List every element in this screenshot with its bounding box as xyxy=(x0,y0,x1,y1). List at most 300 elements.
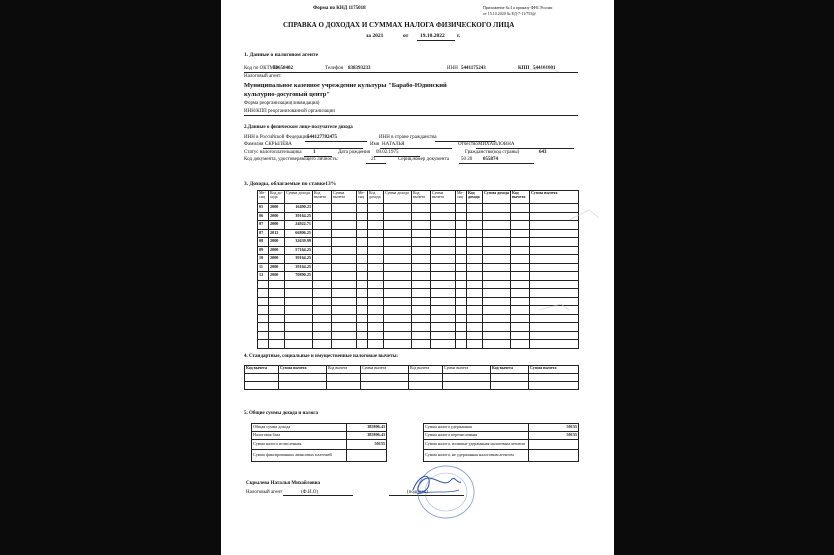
empty-cell xyxy=(412,280,431,289)
empty-cell xyxy=(313,297,332,306)
empty-cell xyxy=(431,323,456,332)
kpp-label: КПП xyxy=(518,66,530,71)
income-sum: 66806.25 xyxy=(285,229,313,238)
empty-cell xyxy=(456,229,467,238)
tax-calc-value: 50155 xyxy=(347,440,387,450)
empty-cell xyxy=(313,340,332,349)
empty-cell xyxy=(467,212,483,221)
fixed-payments-row xyxy=(252,450,387,462)
empty-cell xyxy=(456,314,467,323)
header-deduction-code: Код вычета xyxy=(313,191,332,204)
page-title: СПРАВКА О ДОХОДАХ И СУММАХ НАЛОГА ФИЗИЧЕСКОГО ЛИЦА xyxy=(283,21,515,29)
income-month: 06 xyxy=(258,212,269,221)
header-income-code: Код дохода xyxy=(467,191,483,204)
empty-cell xyxy=(357,340,368,349)
empty-cell xyxy=(431,238,456,247)
empty-cell xyxy=(285,297,313,306)
income-month: 11 xyxy=(258,263,269,272)
name-label: Имя xyxy=(370,142,380,147)
transferred-label: Сумма налога перечисленная xyxy=(424,432,529,440)
empty-cell xyxy=(313,263,332,272)
income-code: 2012 xyxy=(269,229,285,238)
empty-cell xyxy=(467,297,483,306)
tax-calc-row xyxy=(252,440,387,450)
transferred-row xyxy=(424,432,579,440)
income-code: 2000 xyxy=(269,263,285,272)
empty-cell xyxy=(412,297,431,306)
empty-cell xyxy=(456,289,467,298)
empty-cell xyxy=(332,246,357,255)
empty-cell xyxy=(456,297,467,306)
empty-cell xyxy=(467,280,483,289)
header-deduction-code: Код вычета xyxy=(245,366,279,374)
empty-cell xyxy=(431,297,456,306)
empty-cell xyxy=(431,212,456,221)
empty-cell xyxy=(412,340,431,349)
empty-cell xyxy=(412,229,431,238)
deduction-table-header xyxy=(245,366,579,374)
empty-cell xyxy=(332,212,357,221)
citizenship-label: Гражданство(код страны) xyxy=(465,150,520,155)
empty-cell xyxy=(467,340,483,349)
empty-cell xyxy=(313,221,332,230)
empty-cell xyxy=(412,272,431,281)
empty-cell xyxy=(269,289,285,298)
empty-cell xyxy=(456,323,467,332)
income-sum: 39164.25 xyxy=(285,255,313,264)
empty-cell xyxy=(431,340,456,349)
empty-cell xyxy=(467,263,483,272)
empty-cell xyxy=(368,212,384,221)
header-deduction-sum: Сумма вычета xyxy=(279,366,327,374)
empty-cell xyxy=(357,306,368,315)
section-5-title: 5. Общие суммы дохода и налога xyxy=(244,411,318,416)
total-income-value: 385806.43 xyxy=(347,424,387,432)
empty-cell xyxy=(285,306,313,315)
total-income-label: Общая сумма дохода xyxy=(252,424,347,432)
income-month: 08 xyxy=(258,238,269,247)
empty-cell xyxy=(384,212,412,221)
empty-cell xyxy=(456,340,467,349)
empty-cell xyxy=(431,229,456,238)
empty-cell xyxy=(313,306,332,315)
empty-cell xyxy=(412,212,431,221)
signer-role: Налоговый агент xyxy=(246,490,283,495)
empty-cell xyxy=(431,221,456,230)
empty-cell xyxy=(412,323,431,332)
income-sum: 57164.25 xyxy=(285,246,313,255)
header-deduction-code: Код вычета xyxy=(409,366,443,374)
empty-cell xyxy=(357,297,368,306)
header-deduction-sum: Сумма вычета xyxy=(332,191,357,204)
header-income-sum: Сумма дохода xyxy=(483,191,511,204)
not-withheld-label: Сумма налога, не удержанная налоговым агентом xyxy=(424,450,529,462)
birth-value: 09.02.1975 xyxy=(376,150,399,155)
empty-cell xyxy=(269,297,285,306)
income-code: 2000 xyxy=(269,204,285,213)
section-2-title: 2.Данные о физическом лице-получателе дохода xyxy=(244,125,353,130)
empty-cell xyxy=(431,331,456,340)
empty-cell xyxy=(384,204,412,213)
empty-cell xyxy=(357,314,368,323)
empty-cell xyxy=(368,229,384,238)
inn-rf-label: ИНН в Российской Федерации xyxy=(244,135,310,140)
status-value: 1 xyxy=(313,150,316,155)
empty-cell xyxy=(285,323,313,332)
agent-label: Налоговый агент: xyxy=(244,74,282,79)
withheld-value: 50155 xyxy=(529,424,579,432)
form-code: Форма по КНД 1175018 xyxy=(313,6,366,11)
empty-cell xyxy=(357,229,368,238)
empty-cell xyxy=(258,323,269,332)
header-month: Ме-сяц xyxy=(258,191,269,204)
signature-stamp-mark xyxy=(391,460,481,520)
empty-cell xyxy=(313,272,332,281)
birth-label: Дата рождения xyxy=(338,150,370,155)
empty-cell xyxy=(357,246,368,255)
empty-cell xyxy=(456,272,467,281)
empty-cell xyxy=(258,331,269,340)
empty-cell xyxy=(368,280,384,289)
empty-cell xyxy=(456,280,467,289)
signature-hint: (подпись) xyxy=(407,490,428,495)
empty-cell xyxy=(368,238,384,247)
tax-base-row xyxy=(252,432,387,440)
section-1-title: 1. Данные о налоговом агенте xyxy=(244,52,319,58)
kpp-value: 544101001 xyxy=(533,66,556,71)
empty-cell xyxy=(332,297,357,306)
excess-label: Сумма налога, излишне удержанная налоговым агентом xyxy=(424,440,529,450)
header-month: Ме-сяц xyxy=(456,191,467,204)
empty-cell xyxy=(467,306,483,315)
empty-cell xyxy=(368,314,384,323)
reorg-form-label: Форма реорганизации(ликвидация) xyxy=(244,101,320,106)
empty-cell xyxy=(368,340,384,349)
empty-cell xyxy=(269,323,285,332)
empty-cell xyxy=(332,272,357,281)
empty-cell xyxy=(456,263,467,272)
inn-label: ИНН xyxy=(447,66,458,71)
empty-cell xyxy=(412,246,431,255)
oktmo-value: 50658402 xyxy=(273,66,293,71)
empty-cell xyxy=(412,306,431,315)
empty-cell xyxy=(431,204,456,213)
empty-cell xyxy=(412,238,431,247)
empty-cell xyxy=(431,314,456,323)
income-month: 07 xyxy=(258,229,269,238)
empty-cell xyxy=(368,255,384,264)
income-month: 09 xyxy=(258,246,269,255)
empty-cell xyxy=(412,255,431,264)
empty-cell xyxy=(368,297,384,306)
empty-cell xyxy=(357,221,368,230)
empty-cell xyxy=(384,314,412,323)
empty-cell xyxy=(332,204,357,213)
empty-cell xyxy=(368,289,384,298)
empty-cell xyxy=(269,340,285,349)
empty-cell xyxy=(332,238,357,247)
empty-cell xyxy=(285,314,313,323)
income-sum: 16490.23 xyxy=(285,204,313,213)
patronymic-label: Отчество xyxy=(458,142,478,147)
header-income-sum: Сумма дохода xyxy=(285,191,313,204)
empty-cell xyxy=(431,255,456,264)
income-sum: 39164.25 xyxy=(285,212,313,221)
empty-cell xyxy=(467,238,483,247)
oktmo-label: Код по ОКТМО xyxy=(244,66,278,71)
doc-series-value: 50 20 xyxy=(461,157,473,162)
header-deduction-code: Код вычета xyxy=(511,191,530,204)
empty-cell xyxy=(467,204,483,213)
empty-cell xyxy=(285,280,313,289)
phone-value: 838393233 xyxy=(348,66,371,71)
empty-cell xyxy=(384,280,412,289)
empty-cell xyxy=(368,306,384,315)
empty-cell xyxy=(313,314,332,323)
faint-watermark-marks xyxy=(489,60,609,360)
appendix-line-2: от 15.10.2020 № ЕД-7-11/753@ xyxy=(483,11,536,16)
appendix-line-1: Приложение № 4 к приказу ФНС России xyxy=(483,5,553,10)
agent-name-line-1: Муниципальное казенное учреждение культуры "Барабо-Юдинский xyxy=(244,82,447,89)
excess-row xyxy=(424,440,579,450)
tax-certificate-page xyxy=(221,0,614,555)
empty-cell xyxy=(384,272,412,281)
empty-cell xyxy=(467,229,483,238)
income-code: 2000 xyxy=(269,238,285,247)
header-deduction-sum: Сумма вычета xyxy=(361,366,409,374)
income-code: 2000 xyxy=(269,212,285,221)
empty-cell xyxy=(357,255,368,264)
income-month: 05 xyxy=(258,204,269,213)
empty-cell xyxy=(332,314,357,323)
income-month: 07 xyxy=(258,221,269,230)
empty-cell xyxy=(412,331,431,340)
name-value: НАТАЛЬЯ xyxy=(382,142,405,147)
income-code: 2000 xyxy=(269,255,285,264)
tax-base-label: Налоговая база xyxy=(252,432,347,440)
empty-cell xyxy=(357,331,368,340)
empty-cell xyxy=(258,280,269,289)
empty-cell xyxy=(384,263,412,272)
empty-cell xyxy=(456,246,467,255)
empty-cell xyxy=(285,289,313,298)
inn-rf-value: 544127782475 xyxy=(307,135,337,140)
fio-hint: (Ф.И.О) xyxy=(301,490,319,495)
header-deduction-code: Код вычета xyxy=(412,191,431,204)
header-income-sum: Сумма дохода xyxy=(384,191,412,204)
empty-cell xyxy=(269,306,285,315)
signer-name: Скрылева Наталья Михайловна xyxy=(246,481,321,486)
empty-cell xyxy=(332,263,357,272)
report-date: 19.10.2022 xyxy=(420,33,445,39)
transferred-value: 50155 xyxy=(529,432,579,440)
empty-cell xyxy=(332,289,357,298)
doc-series-label: Серия,номер документа xyxy=(398,157,449,162)
empty-cell xyxy=(456,204,467,213)
deduction-row xyxy=(245,382,579,390)
empty-cell xyxy=(384,297,412,306)
empty-cell xyxy=(368,272,384,281)
tax-calc-label: Сумма налога исчисленная xyxy=(252,440,347,450)
deduction-row xyxy=(245,374,579,382)
empty-cell xyxy=(412,263,431,272)
empty-cell xyxy=(313,229,332,238)
date-suffix: г. xyxy=(457,33,461,39)
section-4-title: 4. Стандартные, социальные и имущественные налоговые вычеты: xyxy=(244,354,399,359)
empty-cell xyxy=(332,255,357,264)
income-code: 2000 xyxy=(269,221,285,230)
empty-cell xyxy=(384,221,412,230)
empty-cell xyxy=(384,331,412,340)
withheld-label: Сумма налога удержанная xyxy=(424,424,529,432)
empty-cell xyxy=(332,331,357,340)
empty-cell xyxy=(456,255,467,264)
empty-cell xyxy=(357,263,368,272)
date-prefix: от xyxy=(403,33,409,39)
empty-cell xyxy=(431,263,456,272)
empty-cell xyxy=(384,306,412,315)
empty-cell xyxy=(357,323,368,332)
empty-cell xyxy=(384,229,412,238)
surname-label: Фамилия xyxy=(244,142,264,147)
deduction-table xyxy=(244,365,579,390)
empty-cell xyxy=(332,323,357,332)
empty-cell xyxy=(384,238,412,247)
surname-value: СКРЫЛЁВА xyxy=(265,142,292,147)
agent-name-line-2: культурно-досуговый центр" xyxy=(244,91,331,98)
empty-cell xyxy=(368,263,384,272)
empty-cell xyxy=(258,340,269,349)
empty-cell xyxy=(384,289,412,298)
empty-cell xyxy=(368,204,384,213)
empty-cell xyxy=(313,289,332,298)
empty-cell xyxy=(357,238,368,247)
empty-cell xyxy=(467,255,483,264)
empty-cell xyxy=(258,297,269,306)
empty-cell xyxy=(431,280,456,289)
empty-cell xyxy=(467,331,483,340)
income-sum: 70890.25 xyxy=(285,272,313,281)
empty-cell xyxy=(332,280,357,289)
empty-cell xyxy=(384,340,412,349)
empty-cell xyxy=(332,221,357,230)
empty-cell xyxy=(456,306,467,315)
empty-cell xyxy=(467,221,483,230)
header-income-code: Код дохода xyxy=(368,191,384,204)
empty-cell xyxy=(431,246,456,255)
total-income-row xyxy=(252,424,387,432)
empty-cell xyxy=(412,314,431,323)
income-sum: 32639.99 xyxy=(285,238,313,247)
header-deduction-sum: Сумма вычета xyxy=(529,366,579,374)
report-year: за 2021 xyxy=(366,33,384,39)
empty-cell xyxy=(384,246,412,255)
empty-cell xyxy=(456,221,467,230)
empty-cell xyxy=(332,229,357,238)
empty-cell xyxy=(384,255,412,264)
empty-cell xyxy=(467,272,483,281)
income-month: 12 xyxy=(258,272,269,281)
income-code: 2000 xyxy=(269,246,285,255)
empty-cell xyxy=(357,280,368,289)
empty-cell xyxy=(357,204,368,213)
income-month: 10 xyxy=(258,255,269,264)
empty-cell xyxy=(313,212,332,221)
empty-cell xyxy=(357,272,368,281)
empty-cell xyxy=(285,331,313,340)
income-code: 2000 xyxy=(269,272,285,281)
citizenship-value: 643 xyxy=(539,150,547,155)
header-month: Ме-сяц xyxy=(357,191,368,204)
withheld-row xyxy=(424,424,579,432)
empty-cell xyxy=(258,314,269,323)
empty-cell xyxy=(332,306,357,315)
empty-cell xyxy=(368,246,384,255)
header-deduction-sum: Сумма вычета xyxy=(443,366,491,374)
inn-value: 5441175243 xyxy=(461,66,486,71)
empty-cell xyxy=(269,314,285,323)
totals-right-table xyxy=(423,423,579,462)
empty-cell xyxy=(332,340,357,349)
doc-number-value: 055874 xyxy=(483,157,498,162)
empty-cell xyxy=(258,306,269,315)
income-sum: 39164.25 xyxy=(285,263,313,272)
header-deduction-code: Код вычета xyxy=(327,366,361,374)
phone-label: Телефон xyxy=(325,66,344,71)
empty-cell xyxy=(412,221,431,230)
empty-cell xyxy=(357,289,368,298)
empty-cell xyxy=(431,306,456,315)
empty-cell xyxy=(412,204,431,213)
section-3-title: 3. Доходы, облагаемые по ставке13% xyxy=(244,181,337,187)
header-deduction-code: Код вычета xyxy=(491,366,529,374)
empty-cell xyxy=(269,280,285,289)
empty-cell xyxy=(285,340,313,349)
totals-left-table xyxy=(251,423,387,462)
header-deduction-sum: Сумма вычета xyxy=(431,191,456,204)
tax-base-value: 385806.43 xyxy=(347,432,387,440)
empty-cell xyxy=(269,331,285,340)
doc-code-value: 21 xyxy=(371,157,376,162)
empty-cell xyxy=(456,331,467,340)
empty-cell xyxy=(467,323,483,332)
empty-cell xyxy=(313,204,332,213)
header-deduction-sum: Сумма вычета xyxy=(530,191,579,204)
status-label: Статус налогоплательщика xyxy=(244,150,302,155)
empty-cell xyxy=(313,238,332,247)
empty-cell xyxy=(368,331,384,340)
reorg-inn-label: ИНН/КПП реорганизованной организации xyxy=(244,109,335,114)
empty-cell xyxy=(357,212,368,221)
income-sum: 24922.71 xyxy=(285,221,313,230)
empty-cell xyxy=(384,323,412,332)
empty-cell xyxy=(467,289,483,298)
empty-cell xyxy=(467,246,483,255)
empty-cell xyxy=(412,289,431,298)
header-income-code: Код до-хода xyxy=(269,191,285,204)
empty-cell xyxy=(456,212,467,221)
empty-cell xyxy=(313,323,332,332)
empty-cell xyxy=(467,314,483,323)
empty-cell xyxy=(456,238,467,247)
empty-cell xyxy=(313,331,332,340)
inn-foreign-label: ИНН в стране гражданства xyxy=(379,135,437,140)
empty-cell xyxy=(258,289,269,298)
empty-cell xyxy=(368,221,384,230)
empty-cell xyxy=(431,289,456,298)
patronymic-value: МИХАЙЛОВНА xyxy=(478,142,515,147)
fixed-payments-label: Сумма фиксированных авансовых платежей xyxy=(252,450,347,462)
